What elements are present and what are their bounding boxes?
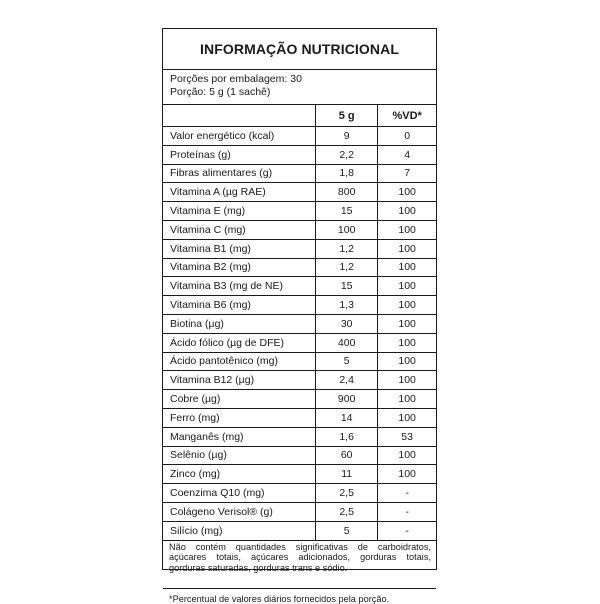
nutrient-dv: -	[378, 484, 436, 503]
nutrient-amount: 2,5	[316, 484, 378, 503]
nutrient-name: Vitamina A (µg RAE)	[163, 183, 316, 202]
nutrient-amount: 2,4	[316, 371, 378, 390]
nutrient-dv: 100	[378, 239, 436, 258]
nutrient-dv: 100	[378, 446, 436, 465]
footnote-daily-values: *Percentual de valores diários fornecidos pela porção.	[169, 593, 390, 604]
table-row	[163, 465, 436, 484]
nutrient-dv: 100	[378, 296, 436, 315]
nutrient-dv: -	[378, 521, 436, 540]
table-row	[163, 371, 436, 390]
portion-size: Porção: 5 g (1 sachê)	[170, 85, 271, 98]
nutrient-amount: 1,2	[316, 258, 378, 277]
table-row	[163, 258, 436, 277]
table-row	[163, 296, 436, 315]
table-row	[163, 239, 436, 258]
label-title: INFORMAÇÃO NUTRICIONAL	[163, 29, 436, 70]
portions-per-package: Porções por embalagem: 30	[170, 73, 302, 85]
table-row	[163, 164, 436, 183]
nutrient-amount: 2,2	[316, 145, 378, 164]
table-row	[163, 390, 436, 409]
table-row	[163, 183, 436, 202]
header-amount: 5 g	[316, 105, 378, 127]
nutrient-dv: 0	[378, 127, 436, 146]
nutrient-name: Silício (mg)	[163, 521, 316, 540]
nutrient-name: Ácido pantotênico (mg)	[163, 352, 316, 371]
nutrient-name: Zinco (mg)	[163, 465, 316, 484]
nutrition-table	[163, 105, 436, 541]
nutrient-name: Cobre (µg)	[163, 390, 316, 409]
table-row	[163, 127, 436, 146]
nutrient-name: Coenzima Q10 (mg)	[163, 484, 316, 503]
nutrient-amount: 30	[316, 314, 378, 333]
table-row	[163, 446, 436, 465]
nutrition-facts-label	[162, 28, 437, 604]
table-row	[163, 427, 436, 446]
table-row	[163, 145, 436, 164]
nutrient-name: Valor energético (kcal)	[163, 127, 316, 146]
nutrient-dv: 100	[378, 314, 436, 333]
nutrient-dv: 100	[378, 277, 436, 296]
table-row	[163, 333, 436, 352]
nutrient-dv: 100	[378, 258, 436, 277]
table-row	[163, 220, 436, 239]
nutrient-amount: 9	[316, 127, 378, 146]
table-row	[163, 502, 436, 521]
nutrient-name: Vitamina B12 (µg)	[163, 371, 316, 390]
nutrient-dv: 100	[378, 220, 436, 239]
header-blank	[163, 105, 316, 127]
nutrient-name: Vitamina B6 (mg)	[163, 296, 316, 315]
nutrient-amount: 1,3	[316, 296, 378, 315]
nutrient-name: Manganês (mg)	[163, 427, 316, 446]
nutrient-dv: 100	[378, 408, 436, 427]
nutrient-name: Colágeno Verisol® (g)	[163, 502, 316, 521]
nutrient-dv: 4	[378, 145, 436, 164]
table-row	[163, 314, 436, 333]
nutrient-amount: 1,8	[316, 164, 378, 183]
nutrient-dv: -	[378, 502, 436, 521]
nutrient-name: Biotina (µg)	[163, 314, 316, 333]
table-row	[163, 408, 436, 427]
nutrient-dv: 100	[378, 371, 436, 390]
table-row	[163, 484, 436, 503]
nutrient-name: Vitamina E (mg)	[163, 202, 316, 221]
nutrient-amount: 15	[316, 202, 378, 221]
nutrient-amount: 5	[316, 521, 378, 540]
nutrient-amount: 2,5	[316, 502, 378, 521]
table-row	[163, 202, 436, 221]
nutrient-amount: 400	[316, 333, 378, 352]
nutrient-dv: 53	[378, 427, 436, 446]
nutrient-amount: 1,6	[316, 427, 378, 446]
nutrient-amount: 15	[316, 277, 378, 296]
footnote-not-contains: Não contém quantidades significativas de carboidratos, açúcares totais, açúcares adicionados, gorduras totais, gorduras saturadas, gorduras trans e sódio.	[163, 541, 436, 589]
nutrient-dv: 100	[378, 202, 436, 221]
nutrient-amount: 1,2	[316, 239, 378, 258]
nutrient-name: Ácido fólico (µg de DFE)	[163, 333, 316, 352]
nutrient-amount: 800	[316, 183, 378, 202]
nutrient-amount: 14	[316, 408, 378, 427]
portions-info	[163, 70, 436, 105]
nutrient-name: Proteínas (g)	[163, 145, 316, 164]
nutrient-amount: 11	[316, 465, 378, 484]
nutrient-name: Vitamina B1 (mg)	[163, 239, 316, 258]
table-row	[163, 521, 436, 540]
nutrient-dv: 7	[378, 164, 436, 183]
nutrient-name: Vitamina C (mg)	[163, 220, 316, 239]
table-row	[163, 352, 436, 371]
nutrient-dv: 100	[378, 390, 436, 409]
table-row	[163, 277, 436, 296]
table-header-row	[163, 105, 436, 127]
nutrient-name: Vitamina B2 (mg)	[163, 258, 316, 277]
nutrient-name: Fibras alimentares (g)	[163, 164, 316, 183]
nutrient-name: Ferro (mg)	[163, 408, 316, 427]
nutrient-dv: 100	[378, 183, 436, 202]
nutrient-name: Vitamina B3 (mg de NE)	[163, 277, 316, 296]
nutrient-amount: 60	[316, 446, 378, 465]
nutrient-name: Selênio (µg)	[163, 446, 316, 465]
header-dv: %VD*	[378, 105, 436, 127]
nutrient-dv: 100	[378, 465, 436, 484]
nutrient-amount: 900	[316, 390, 378, 409]
nutrient-amount: 5	[316, 352, 378, 371]
nutrient-dv: 100	[378, 333, 436, 352]
nutrient-amount: 100	[316, 220, 378, 239]
nutrient-dv: 100	[378, 352, 436, 371]
